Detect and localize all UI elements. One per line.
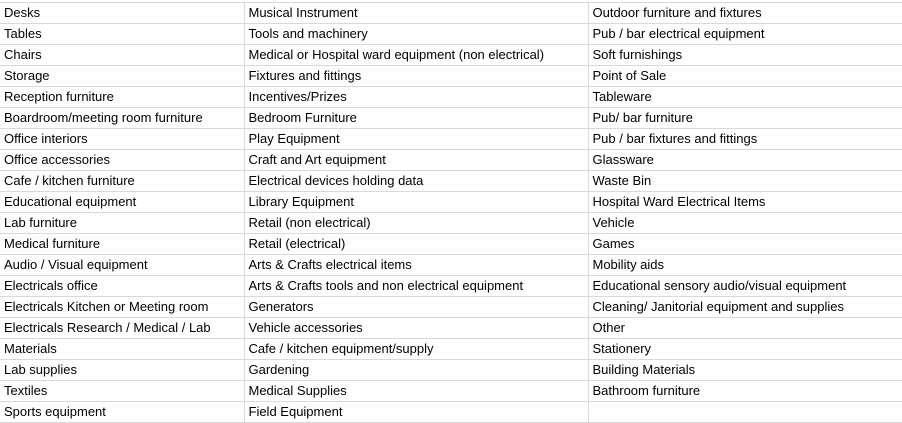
table-row xyxy=(0,171,902,192)
sheet-cell[interactable]: Library Equipment xyxy=(244,192,588,213)
sheet-cell[interactable]: Stationery xyxy=(588,339,902,360)
table-row xyxy=(0,381,902,402)
category-sheet xyxy=(0,2,902,423)
sheet-cell[interactable]: Pub / bar fixtures and fittings xyxy=(588,129,902,150)
table-row xyxy=(0,276,902,297)
table-row xyxy=(0,87,902,108)
sheet-cell[interactable]: Outdoor furniture and fixtures xyxy=(588,3,902,24)
sheet-cell[interactable] xyxy=(588,402,902,423)
sheet-cell[interactable]: Medical furniture xyxy=(0,234,244,255)
sheet-cell[interactable]: Hospital Ward Electrical Items xyxy=(588,192,902,213)
sheet-cell[interactable]: Storage xyxy=(0,66,244,87)
sheet-cell[interactable]: Retail (electrical) xyxy=(244,234,588,255)
sheet-cell[interactable]: Mobility aids xyxy=(588,255,902,276)
table-row xyxy=(0,297,902,318)
sheet-cell[interactable]: Play Equipment xyxy=(244,129,588,150)
sheet-cell[interactable]: Pub / bar electrical equipment xyxy=(588,24,902,45)
sheet-cell[interactable]: Cleaning/ Janitorial equipment and supplies xyxy=(588,297,902,318)
sheet-cell[interactable]: Vehicle xyxy=(588,213,902,234)
table-row xyxy=(0,45,902,66)
sheet-cell[interactable]: Electricals office xyxy=(0,276,244,297)
sheet-body xyxy=(0,3,902,423)
sheet-cell[interactable]: Point of Sale xyxy=(588,66,902,87)
table-row xyxy=(0,318,902,339)
table-row xyxy=(0,150,902,171)
sheet-cell[interactable]: Bathroom furniture xyxy=(588,381,902,402)
sheet-cell[interactable]: Lab furniture xyxy=(0,213,244,234)
table-row xyxy=(0,255,902,276)
sheet-cell[interactable]: Other xyxy=(588,318,902,339)
table-row xyxy=(0,360,902,381)
sheet-cell[interactable]: Field Equipment xyxy=(244,402,588,423)
sheet-cell[interactable]: Lab supplies xyxy=(0,360,244,381)
sheet-cell[interactable]: Educational equipment xyxy=(0,192,244,213)
sheet-cell[interactable]: Soft furnishings xyxy=(588,45,902,66)
table-row xyxy=(0,213,902,234)
sheet-cell[interactable]: Incentives/Prizes xyxy=(244,87,588,108)
sheet-cell[interactable]: Cafe / kitchen equipment/supply xyxy=(244,339,588,360)
sheet-cell[interactable]: Gardening xyxy=(244,360,588,381)
table-row xyxy=(0,108,902,129)
table-row xyxy=(0,24,902,45)
sheet-cell[interactable]: Pub/ bar furniture xyxy=(588,108,902,129)
sheet-cell[interactable]: Musical Instrument xyxy=(244,3,588,24)
sheet-cell[interactable]: Fixtures and fittings xyxy=(244,66,588,87)
sheet-cell[interactable]: Arts & Crafts tools and non electrical equipment xyxy=(244,276,588,297)
table-row xyxy=(0,66,902,87)
sheet-cell[interactable]: Vehicle accessories xyxy=(244,318,588,339)
sheet-cell[interactable]: Office accessories xyxy=(0,150,244,171)
sheet-cell[interactable]: Educational sensory audio/visual equipment xyxy=(588,276,902,297)
sheet-cell[interactable]: Electrical devices holding data xyxy=(244,171,588,192)
sheet-cell[interactable]: Tools and machinery xyxy=(244,24,588,45)
sheet-cell[interactable]: Desks xyxy=(0,3,244,24)
sheet-cell[interactable]: Textiles xyxy=(0,381,244,402)
table-row xyxy=(0,192,902,213)
sheet-cell[interactable]: Boardroom/meeting room furniture xyxy=(0,108,244,129)
sheet-cell[interactable]: Medical or Hospital ward equipment (non electrical) xyxy=(244,45,588,66)
table-row xyxy=(0,129,902,150)
sheet-cell[interactable]: Electricals Kitchen or Meeting room xyxy=(0,297,244,318)
table-row xyxy=(0,339,902,360)
sheet-cell[interactable]: Electricals Research / Medical / Lab xyxy=(0,318,244,339)
sheet-cell[interactable]: Games xyxy=(588,234,902,255)
sheet-cell[interactable]: Retail (non electrical) xyxy=(244,213,588,234)
sheet-cell[interactable]: Waste Bin xyxy=(588,171,902,192)
sheet-cell[interactable]: Cafe / kitchen furniture xyxy=(0,171,244,192)
sheet-cell[interactable]: Office interiors xyxy=(0,129,244,150)
sheet-cell[interactable]: Building Materials xyxy=(588,360,902,381)
sheet-cell[interactable]: Generators xyxy=(244,297,588,318)
sheet-cell[interactable]: Reception furniture xyxy=(0,87,244,108)
sheet-cell[interactable]: Glassware xyxy=(588,150,902,171)
sheet-cell[interactable]: Tableware xyxy=(588,87,902,108)
table-row xyxy=(0,402,902,423)
sheet-cell[interactable]: Medical Supplies xyxy=(244,381,588,402)
table-row xyxy=(0,234,902,255)
sheet-cell[interactable]: Craft and Art equipment xyxy=(244,150,588,171)
sheet-cell[interactable]: Arts & Crafts electrical items xyxy=(244,255,588,276)
sheet-cell[interactable]: Sports equipment xyxy=(0,402,244,423)
sheet-cell[interactable]: Materials xyxy=(0,339,244,360)
sheet-cell[interactable]: Tables xyxy=(0,24,244,45)
table-row xyxy=(0,3,902,24)
sheet-cell[interactable]: Bedroom Furniture xyxy=(244,108,588,129)
sheet-cell[interactable]: Audio / Visual equipment xyxy=(0,255,244,276)
sheet-cell[interactable]: Chairs xyxy=(0,45,244,66)
